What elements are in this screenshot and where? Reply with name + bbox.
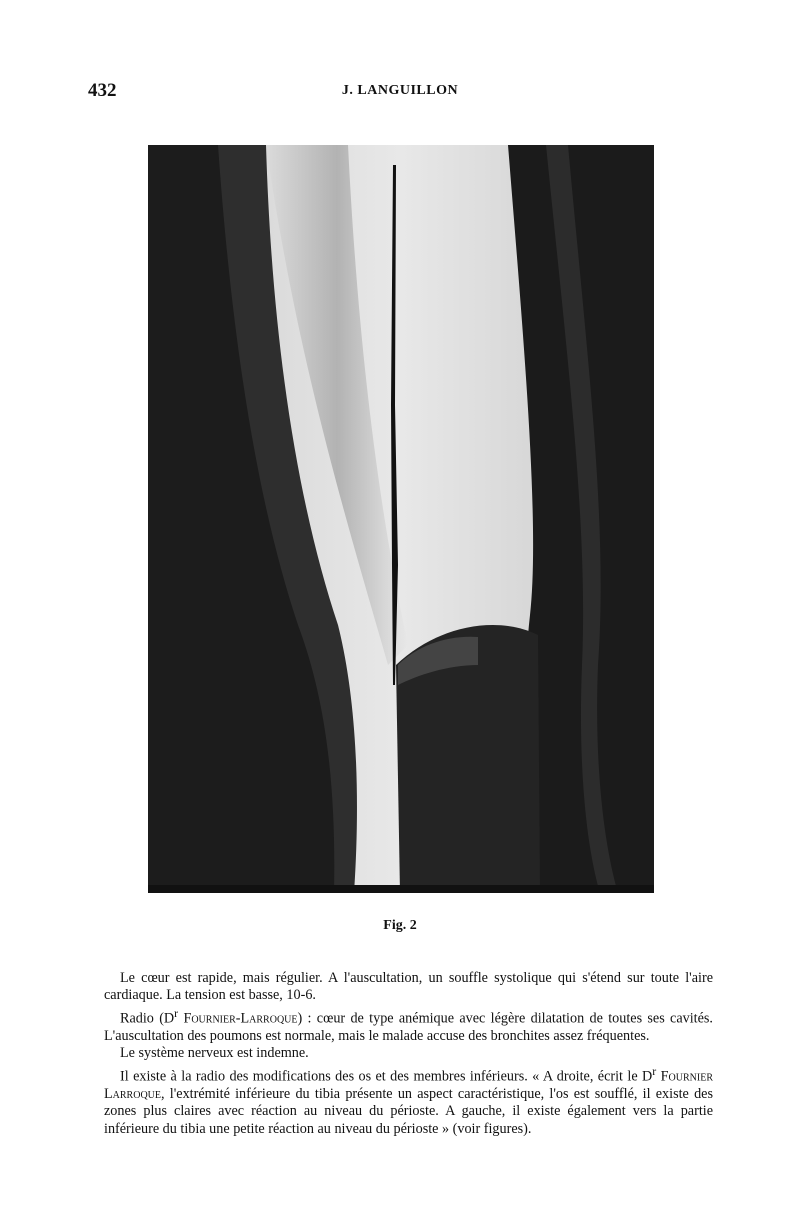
paragraph: Le système nerveux est indemne. (120, 1045, 309, 1062)
xray-figure (148, 145, 654, 893)
xray-image (148, 145, 654, 893)
author-name: Fournier Larroque (104, 1068, 713, 1102)
paragraph: Il existe à la radio des modifications des os et des membres inférieurs. « A droite, écrit le $D^r$ Fournier Larroque, l'extrémité inférieure du tibia présente un aspect caractéristique, l'os est soufflé, il existe des zones plus claires avec réaction au niveau du périoste. A gauche, il existe également vers la partie inférieure du tibia une petite réaction au niveau du périoste » (voir figures). (104, 1063, 713, 1137)
figure-caption: Fig. 2 (383, 918, 417, 933)
body-text (104, 970, 713, 1138)
paragraph: Le cœur est rapide, mais régulier. A l'auscultation, un souffle systolique qui s'étend sur toute l'aire cardiaque. La tension est basse, 10-6. (104, 970, 713, 1004)
author-name: Fournier-Larroque (183, 1010, 298, 1027)
page-header (88, 80, 712, 104)
page-number: 432 (88, 80, 117, 101)
paragraph: Radio ($D^r$ Fournier-Larroque) : cœur de type anémique avec légère dilatation de toutes ses cavités. L'auscultation des poumons est normale, mais le malade accuse des bronchites assez fréquentes. (104, 1005, 713, 1044)
running-head: J. LANGUILLON (341, 83, 459, 98)
